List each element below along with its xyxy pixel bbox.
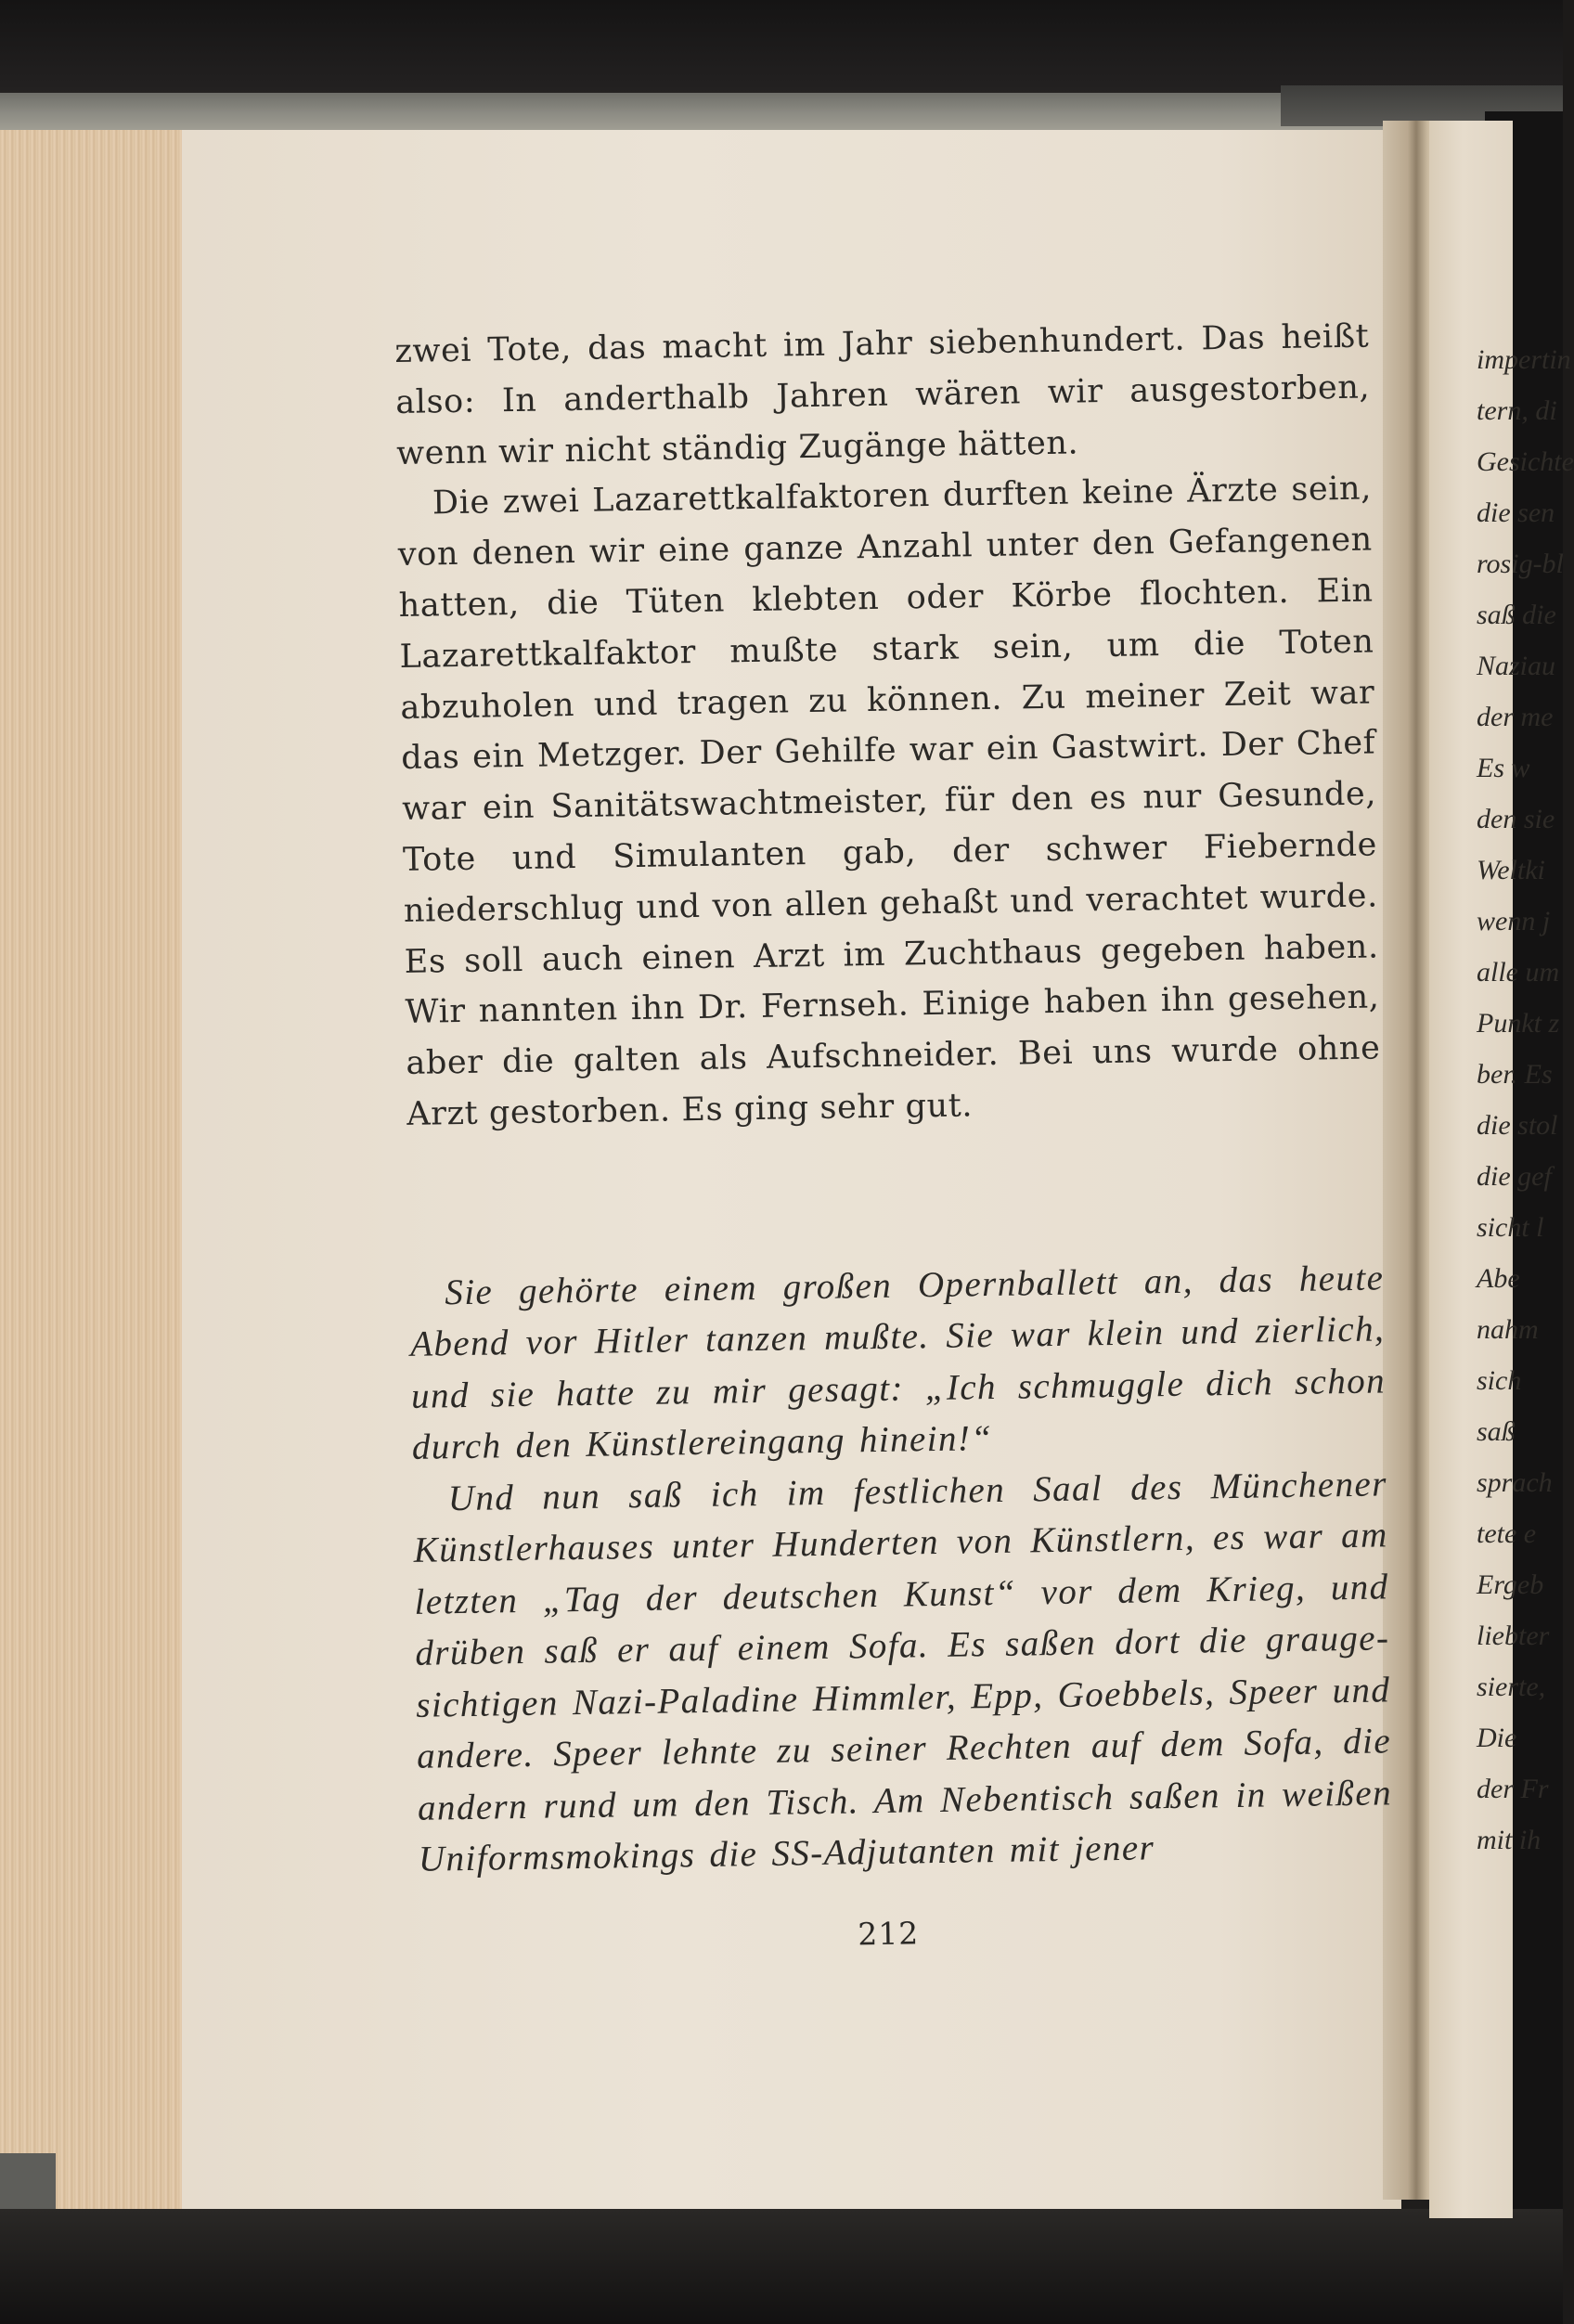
facing-page-line-fragment: Ergeb (1477, 1569, 1544, 1600)
facing-page-line-fragment: Gesichte (1477, 446, 1574, 477)
facing-page-line-fragment: sicht l (1477, 1212, 1544, 1243)
paragraph-roman-2: Die zwei Lazarettkalfaktoren durften keine Ärzte sein, von denen wir eine ganze Anzahl unter den Gefangenen hatten, die Tüten klebten oder Körbe flochten. Ein Lazarettkalfaktor mußte stark sein, um die Toten abzuholen und tragen zu können. Zu meiner Zeit war das ein Metzger. Der Gehilfe war ein Gastwirt. Der Chef war ein Sanitätswachtmeister, für den es nur Gesunde, Tote und Simulanten gab, der schwer Fiebernde niederschlug und von allen gehaßt und verachtet wurde. Es soll auch einen Arzt im Zuchthaus gegeben haben. Wir nannten ihn Dr. Fernseh. Einige haben ihn gesehen, aber die galten als Aufschneider. Bei uns wurde ohne Arzt gestorben. Es ging sehr gut. (397, 470, 1381, 1133)
facing-page-line-fragment: der Fr (1477, 1774, 1549, 1804)
paragraph-italic-2: Und nun saß ich im festlichen Saal des Münchener Künstlerhauses unter Hunderten von Künstlern, es war am letzten „Tag der deutschen Kunst“ vor dem Krieg, und drüben saß er auf einem Sofa. Es saßen dort die grauge-sichtigen Nazi-Paladine Himmler, Epp, Goebbels, Speer und andere. Speer lehnte zu seiner Rechten auf dem Sofa, die andern rund um den Tisch. Am Nebentisch saßen in weißen Uniformsmokings die SS-Adjutanten mit jener (413, 1464, 1393, 1880)
facing-page-line-fragment: Weltki (1477, 855, 1545, 885)
facing-page-line-fragment: mit ih (1477, 1825, 1542, 1855)
facing-page-line-fragment: die stol (1477, 1110, 1558, 1141)
facing-page-line-fragment: wenn j (1477, 906, 1551, 936)
facing-page-line-fragment: Punkt z (1477, 1008, 1560, 1039)
facing-page-line-fragment: alle um (1477, 957, 1560, 988)
facing-page-line-fragment: saß (1477, 1416, 1516, 1447)
facing-page-line-fragment: Die (1477, 1723, 1517, 1753)
left-page-text (394, 312, 1394, 1959)
facing-page-line-fragment: sich (1477, 1365, 1522, 1396)
facing-page-line-fragment: die sen (1477, 497, 1555, 528)
facing-page-line-fragment: sprach (1477, 1467, 1553, 1498)
roman-section (394, 312, 1382, 1141)
paragraph-roman-1: zwei Tote, das macht im Jahr siebenhundert. Das heißt also: In anderthalb Jahren wären wir ausgestorben, wenn wir nicht ständig Zugänge hätten. (394, 317, 1371, 472)
facing-page-line-fragment: nahm (1477, 1314, 1539, 1345)
page-number: 212 (857, 1915, 920, 1953)
italic-section (409, 1252, 1393, 1885)
facing-page-line-fragment: der me (1477, 702, 1554, 732)
facing-page-line-fragment: impertin (1477, 344, 1571, 375)
facing-page-line-fragment: rosig-bl (1477, 549, 1564, 579)
paragraph-italic-1: Sie gehörte einem großen Opernballett an, das heute Abend vor Hitler tanzen mußte. Sie war klein und zierlich, und sie hatte zu mir gesagt: „Ich schmuggle dich schon durch den Künstlereingang hinein!“ (409, 1258, 1387, 1468)
facing-page-line-fragment: sierte, (1477, 1672, 1546, 1702)
facing-page-line-fragment: Naziau (1477, 651, 1556, 681)
facing-page-text-fragments (1477, 334, 1574, 1866)
facing-page-line-fragment: tete e (1477, 1518, 1537, 1549)
facing-page-line-fragment: Es w (1477, 753, 1530, 783)
stacked-page-edges (0, 130, 186, 2209)
facing-page-line-fragment: ber. Es (1477, 1059, 1553, 1090)
facing-page-line-fragment: tern, di (1477, 395, 1557, 426)
dark-background-bottom (0, 2209, 1563, 2324)
facing-page-line-fragment: Abe (1477, 1263, 1520, 1294)
facing-page-line-fragment: die gef (1477, 1161, 1552, 1192)
facing-page-line-fragment: liebter (1477, 1620, 1550, 1651)
facing-page-line-fragment: den sie (1477, 804, 1555, 834)
facing-page-line-fragment: saß die (1477, 600, 1556, 630)
